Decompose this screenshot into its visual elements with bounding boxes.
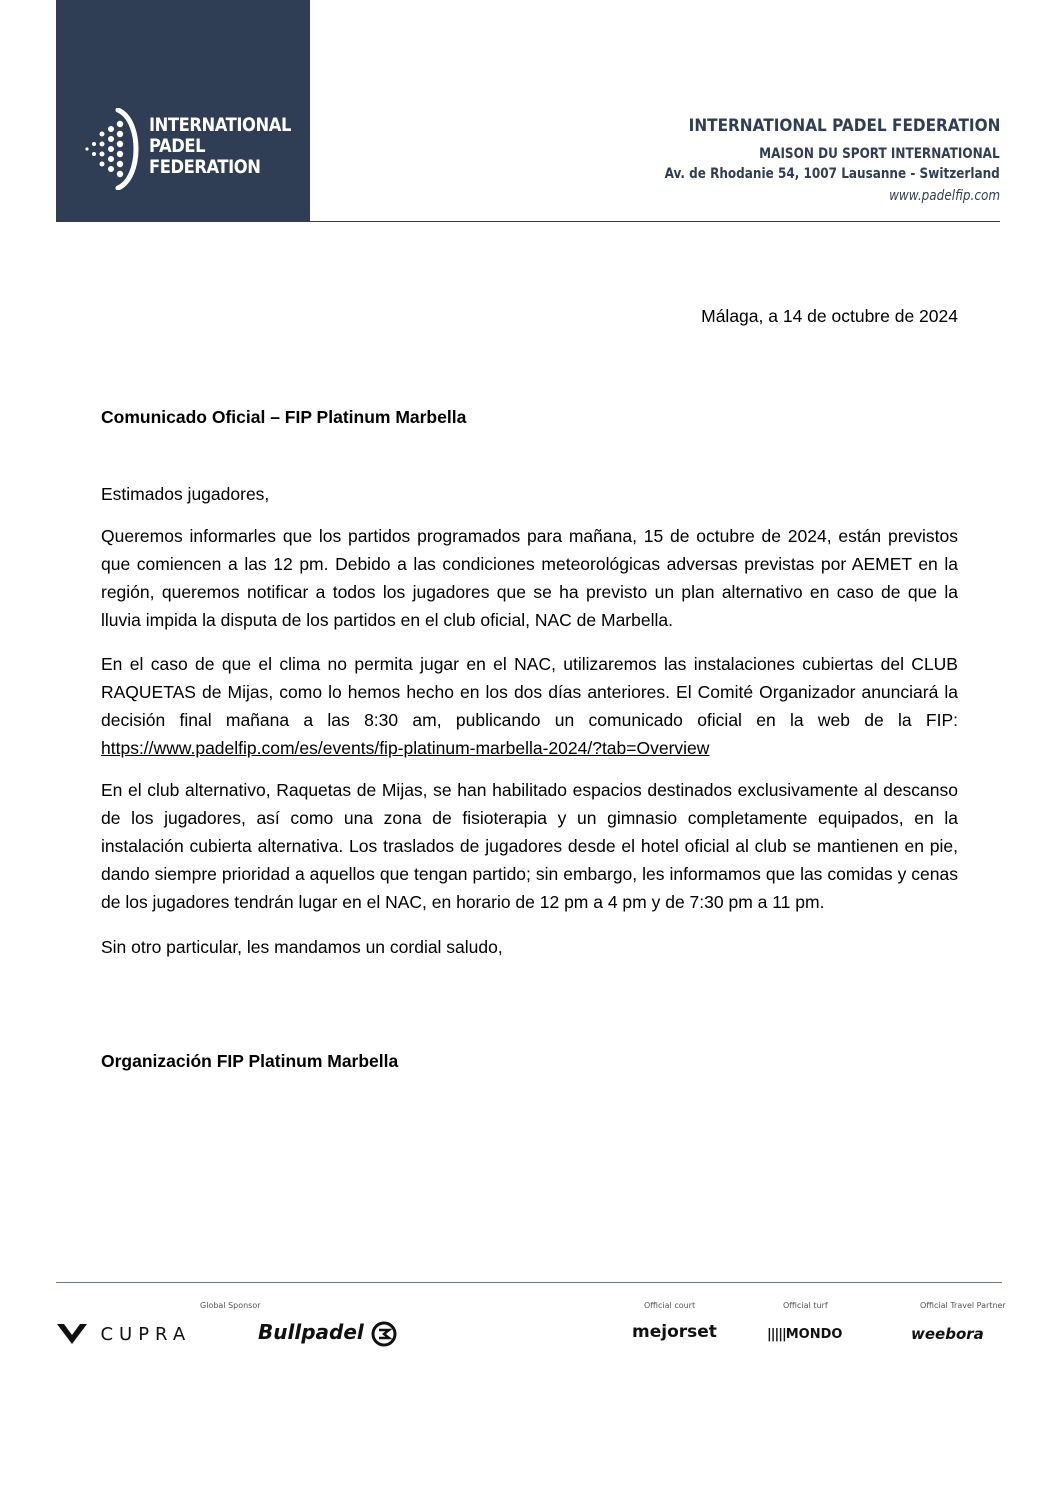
logo-line-3: FEDERATION [149,156,261,178]
mejorset-wordmark: mejorset [632,1322,717,1342]
header-building: MAISON DU SPORT INTERNATIONAL [759,146,1000,162]
letter-paragraph-2-text: En el caso de que el clima no permita jugar en el NAC, utilizaremos las instalaciones cubiertas del CLUB RAQUETAS de Mijas, como lo hemos hecho en los dos días anteriores. El Comité Organizador anunciará la decisión final mañana a las 8:30 am, publicando un comunicado oficial en la web de la FIP: [101,654,958,730]
cupra-wordmark: CUPRA [100,1323,192,1345]
official-travel-label: Official Travel Partner [920,1301,1006,1310]
official-court-label: Official court [644,1301,696,1310]
mondo-logo [767,1327,842,1342]
mejorset-logo [632,1322,717,1342]
header-org-name: INTERNATIONAL PADEL FEDERATION [688,116,1000,136]
fip-event-link[interactable]: https://www.padelfip.com/es/events/fip-platinum-marbella-2024/?tab=Overview [101,738,710,758]
cupra-logo [56,1322,191,1346]
cupra-emblem-icon [56,1322,88,1346]
mondo-wordmark: MONDO [785,1327,843,1342]
logo-line-2: PADEL [149,135,206,157]
letter-date: Málaga, a 14 de octubre de 2024 [701,306,958,326]
letter-paragraph-1: Queremos informarles que los partidos programados para mañana, 15 de octubre de 2024, están previstos que comiencen a las 12 pm. Debido a las condiciones meteorológicas adversas previstas por AEMET en la región, queremos notificar a todos los jugadores que se ha previsto un plan alternativo en caso de que la lluvia impida la disputa de los partidos en el club oficial, NAC de Marbella. [101,526,958,630]
header-address: Av. de Rhodanie 54, 1007 Lausanne - Switzerland [664,166,1000,182]
letter-paragraph-2 [101,650,958,762]
bullpadel-logo [258,1320,397,1347]
weebora-wordmark: weebora [911,1325,984,1343]
letter-subject: Comunicado Oficial – FIP Platinum Marbella [101,407,467,427]
header-website: www.padelfip.com [889,188,1000,204]
fip-logo-wordmark [149,115,291,178]
header-divider [310,221,1000,222]
letter-greeting: Estimados jugadores, [101,484,270,504]
footer-divider [56,1282,1002,1283]
official-turf-label: Official turf [783,1301,828,1310]
fip-ball-logo-icon [84,108,140,190]
letter-closing: Sin otro particular, les mandamos un cordial saludo, [101,937,503,957]
letter-signature: Organización FIP Platinum Marbella [101,1051,399,1071]
global-sponsor-label: Global Sponsor [200,1301,261,1310]
fip-logo-block [56,0,310,222]
bullpadel-wordmark: Bullpadel [258,1320,364,1344]
weebora-logo [911,1325,984,1343]
letter-paragraph-3: En el club alternativo, Raquetas de Mijas, se han habilitado espacios destinados exclusivamente al descanso de los jugadores, así como una zona de fisioterapia y un gimnasio completamente equipados, en la instalación cubierta alternativa. Los traslados de jugadores desde el hotel oficial al club se mantienen en pie, dando siempre prioridad a aquellos que tengan partido; sin embargo, les informamos que las comidas y cenas de los jugadores tendrán lugar en el NAC, en horario de 12 pm a 4 pm y de 7:30 pm a 11 pm. [101,780,958,912]
bullpadel-emblem-icon [371,1321,397,1347]
mondo-bars-icon: ||||| [767,1327,786,1342]
logo-line-1: INTERNATIONAL [149,114,291,136]
